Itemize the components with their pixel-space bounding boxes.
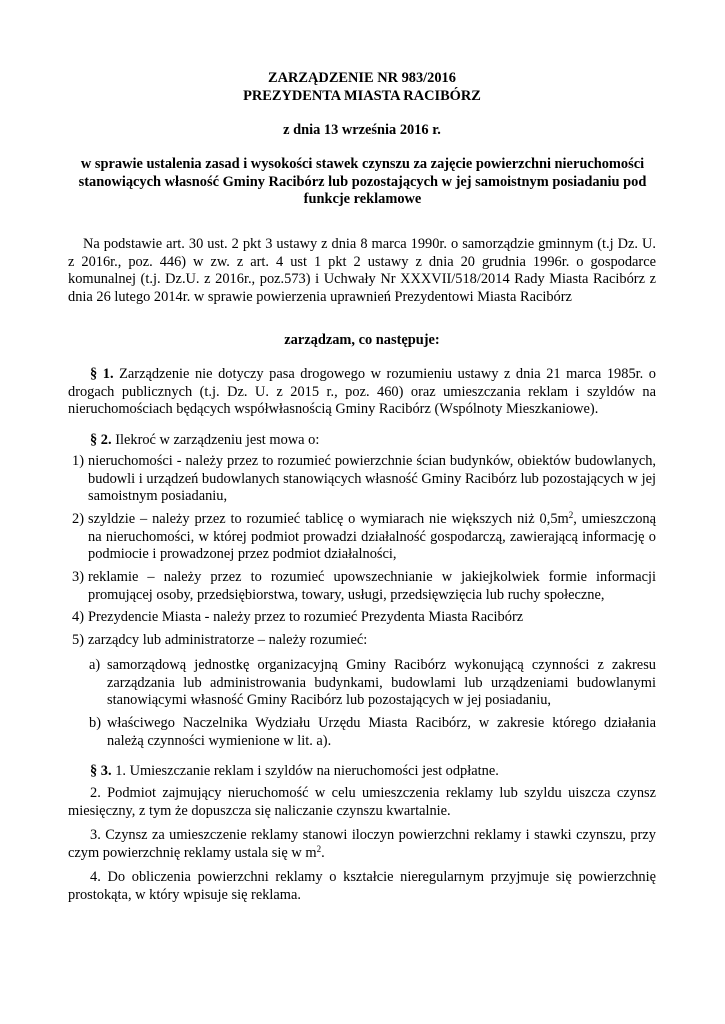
item-text: nieruchomości - należy przez to rozumieć powierzchnie ścian budynków, obiektów budowlanych, budowli i urządzeń budowlanych stanowiących własność Gminy Racibórz lub pozostających w jej samoistnym posiadaniu, (88, 453, 656, 504)
paragraph-1 (68, 366, 656, 419)
document-subject: w sprawie ustalenia zasad i wysokości stawek czynszu za zajęcie powierzchni nieruchomości stanowiących własność Gminy Racibórz lub pozostających w jej samoistnym posiadaniu pod funkcje reklamowe (78, 156, 647, 207)
paragraph-3-point-3 (68, 827, 656, 862)
paragraph-1-text: Zarządzenie nie dotyczy pasa drogowego w rozumieniu ustawy z dnia 21 marca 1985r. o drogach publicznych (t.j. Dz. U. z 2015 r., poz. 460) oraz umieszczania reklam i szyldów na nieruchomościach będących współwłasnością Gminy Racibórz (Wspólnoty Mieszkaniowe). (68, 366, 656, 417)
paragraph-3-point-2: 2. Podmiot zajmujący nieruchomość w celu umieszczenia reklamy lub szyldu uiszcza czynsz miesięczny, z tym że dopuszcza się naliczanie czynszu kwartalnie. (68, 785, 656, 819)
paragraph-3-point-1-text: 1. Umieszczanie reklam i szyldów na nieruchomości jest odpłatne. (111, 763, 499, 779)
decree-line: zarządzam, co następuje: (284, 332, 440, 348)
item-text (88, 511, 656, 564)
section-mark-3: § 3. (90, 763, 112, 779)
paragraph-3-point-3-text: 3. Czynsz za umieszczenie reklamy stanowi iloczyn powierzchni reklamy i stawki czynszu, przy czym powierzchnię reklamy ustala się w m (68, 827, 656, 861)
paragraph-3-point-4: 4. Do obliczenia powierzchni reklamy o kształcie nieregularnym przyjmuje się powierzchnię prostokąta, w który wpisuje się reklama. (68, 869, 656, 903)
item-number: 2) (72, 511, 84, 527)
preamble: Na podstawie art. 30 ust. 2 pkt 3 ustawy z dnia 8 marca 1990r. o samorządzie gminnym (t.j Dz. U. z 2016r., poz. 446) w zw. z art. 4 ust 1 pkt 2 ustawy z dnia 20 grudnia 1996r. o gospodarce komunalnej (t.j. Dz.U. z 2016r., poz.573) i Uchwały Nr XXXVII/518/2014 Rady Miasta Racibórz z dnia 26 lutego 2014r. w sprawie powierzenia uprawnień Prezydentowi Miasta Racibórz (68, 236, 656, 305)
item-number: 3) (72, 569, 84, 585)
item-number: 5) (72, 632, 84, 648)
item-text: Prezydencie Miasta - należy przez to rozumieć Prezydenta Miasta Racibórz (88, 609, 524, 625)
definition-item-2 (72, 510, 656, 564)
superscript: 2 (568, 510, 574, 520)
document-date: z dnia 13 września 2016 r. (283, 122, 441, 138)
definition-item-4 (72, 609, 656, 627)
paragraph-3-point-3-end: . (321, 844, 325, 861)
definition-item-1 (72, 453, 656, 506)
item-text: reklamie – należy przez to rozumieć upowszechnianie w jakiejkolwiek formie informacji promującej osoby, przedsiębiorstwa, towary, usługi, przedsięwzięcia lub ruchy społeczne, (88, 569, 656, 603)
definition-subitem-b (89, 715, 656, 750)
paragraph-2-intro (90, 432, 656, 450)
title-line-1: ZARZĄDZENIE NR 983/2016 (268, 70, 456, 86)
superscript: 2 (316, 843, 322, 854)
item-text-part: , umieszczoną na nieruchomości, w której podmiot prowadzi działalność gospodarczą, zawierającą informację o podmiocie i prowadzonej przez podmiot działalności, (88, 511, 656, 562)
title-line-2: PREZYDENTA MIASTA RACIBÓRZ (243, 87, 481, 104)
section-mark-1: § 1. (90, 366, 114, 382)
paragraph-3-point-1 (90, 763, 656, 781)
item-text: zarządcy lub administratorze – należy rozumieć: (88, 632, 368, 648)
item-number: 1) (72, 453, 84, 469)
definition-item-3 (72, 569, 656, 604)
subitem-letter: a) (89, 657, 101, 673)
document-title (68, 70, 656, 105)
item-text-part: szyldzie – należy przez to rozumieć tablicę o wymiarach nie większych niż 0,5m (88, 511, 569, 527)
subitem-text: właściwego Naczelnika Wydziału Urzędu Miasta Racibórz, w zakresie którego działania należą czynności wymienione w lit. a). (107, 715, 656, 749)
paragraph-2-intro-text: Ilekroć w zarządzeniu jest mowa o: (111, 432, 320, 448)
subitem-letter: b) (89, 715, 101, 731)
section-mark-2: § 2. (90, 432, 112, 448)
item-number: 4) (72, 609, 84, 625)
definition-item-5 (72, 632, 656, 650)
definition-subitem-a (89, 657, 656, 710)
subitem-text: samorządową jednostkę organizacyjną Gminy Racibórz wykonującą czynności z zakresu zarządzania lub administrowania budynkami, budowlami lub urządzeniami budowlanymi stanowiącymi własność Gminy Racibórz lub pozostających w jej posiadaniu, (107, 657, 656, 708)
